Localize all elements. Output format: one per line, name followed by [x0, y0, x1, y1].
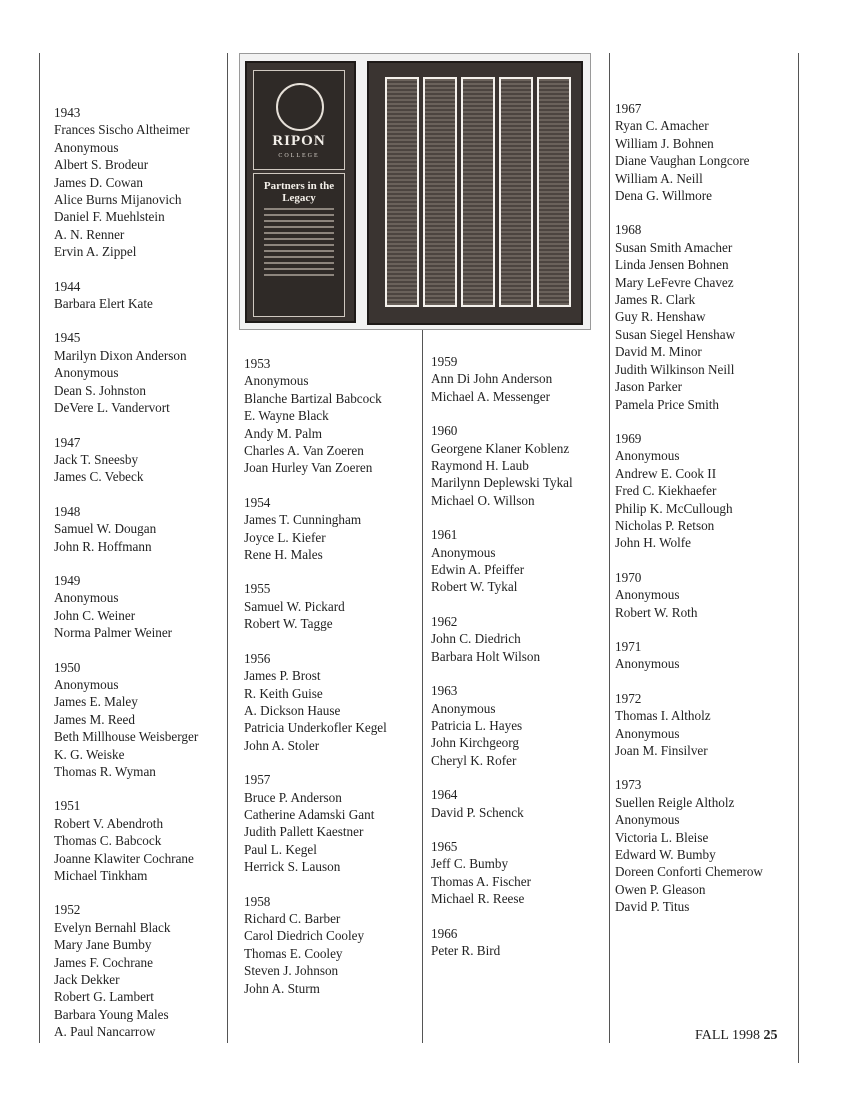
- class-year: 1951: [54, 798, 81, 814]
- year-group: [244, 355, 387, 477]
- donor-name: Robert W. Tykal: [431, 579, 518, 595]
- donor-column-4: [615, 100, 763, 933]
- donor-name: James E. Maley: [54, 694, 138, 710]
- donor-name: Mary Jane Bumby: [54, 937, 152, 953]
- college-logo: [253, 70, 345, 170]
- donor-name: Fred C. Kiekhaefer: [615, 483, 717, 499]
- donor-name: John A. Stoler: [244, 737, 320, 753]
- class-year: 1973: [615, 777, 642, 793]
- class-year: 1953: [244, 356, 271, 371]
- donor-name: Victoria L. Bleise: [615, 829, 709, 845]
- donor-name: Owen P. Gleason: [615, 881, 706, 897]
- donor-name: William A. Neill: [615, 170, 703, 186]
- donor-name: Joanne Klawiter Cochrane: [54, 850, 194, 866]
- year-group: [615, 776, 763, 915]
- donor-name: Charles A. Van Zoeren: [244, 443, 364, 459]
- donor-name: Marilyn Dixon Anderson: [54, 347, 187, 363]
- name-plate-column: [423, 77, 457, 307]
- year-group: [244, 494, 387, 564]
- donor-name: Albert S. Brodeur: [54, 157, 149, 173]
- donor-name: Cheryl K. Rofer: [431, 752, 517, 768]
- donor-name: Thomas C. Babcock: [54, 833, 162, 849]
- class-year: 1948: [54, 503, 81, 519]
- legacy-plaque: [245, 61, 356, 323]
- class-year: 1970: [615, 569, 642, 585]
- text-line: [264, 268, 334, 270]
- donor-name: Anonymous: [615, 812, 680, 828]
- donor-name: Paul L. Kegel: [244, 841, 317, 857]
- class-year: 1966: [431, 925, 458, 941]
- year-group: [54, 104, 198, 261]
- plaque-photo: [239, 53, 591, 330]
- class-year: 1971: [615, 638, 642, 654]
- donor-name: Edwin A. Pfeiffer: [431, 562, 525, 578]
- year-group: [431, 526, 573, 596]
- donor-name: Herrick S. Lauson: [244, 859, 341, 875]
- bell-tower-emblem: [276, 83, 324, 131]
- text-line: [264, 238, 334, 240]
- donor-name: David P. Schenck: [431, 804, 524, 820]
- issue-label: FALL 1998: [695, 1028, 760, 1043]
- class-year: 1969: [615, 430, 642, 446]
- donor-name: Robert G. Lambert: [54, 989, 154, 1005]
- donor-name: K. G. Weiske: [54, 746, 125, 762]
- year-group: [244, 580, 387, 632]
- donor-name: James F. Cochrane: [54, 954, 153, 970]
- donor-name: Evelyn Bernahl Black: [54, 919, 171, 935]
- donor-name: James T. Cunningham: [244, 512, 362, 528]
- donor-name: Joan Hurley Van Zoeren: [244, 460, 373, 476]
- donor-name: Susan Smith Amacher: [615, 239, 733, 255]
- donor-name: E. Wayne Black: [244, 408, 329, 424]
- donor-name: Diane Vaughan Longcore: [615, 153, 750, 169]
- donor-name: Patricia Underkofler Kegel: [244, 720, 387, 736]
- donor-name: Jeff C. Bumby: [431, 856, 509, 872]
- class-year: 1965: [431, 838, 458, 854]
- text-line: [264, 262, 334, 264]
- legacy-panel: [253, 173, 345, 317]
- class-year: 1944: [54, 278, 81, 294]
- donor-name: Michael A. Messenger: [431, 388, 551, 404]
- column-rule: [227, 53, 228, 1043]
- name-plates-board: [367, 61, 583, 325]
- year-group: [431, 353, 573, 405]
- donor-name: Jason Parker: [615, 379, 683, 395]
- year-group: [54, 572, 198, 642]
- donor-name: Barbara Elert Kate: [54, 296, 153, 312]
- class-year: 1945: [54, 330, 81, 346]
- donor-name: Thomas R. Wyman: [54, 764, 156, 779]
- donor-name: Anonymous: [54, 590, 119, 606]
- donor-name: David P. Titus: [615, 899, 690, 915]
- text-line: [264, 256, 334, 258]
- year-group: [615, 638, 763, 673]
- donor-name: Doreen Conforti Chemerow: [615, 864, 763, 880]
- class-year: 1947: [54, 434, 81, 450]
- text-line: [264, 244, 334, 246]
- class-year: 1960: [431, 423, 458, 439]
- donor-name: Judith Pallett Kaestner: [244, 824, 364, 840]
- donor-name: Judith Wilkinson Neill: [615, 361, 735, 377]
- class-year: 1955: [244, 581, 271, 597]
- logo-wordmark: RIPON: [272, 133, 326, 149]
- donor-name: Jack Dekker: [54, 972, 120, 988]
- donor-name: David M. Minor: [615, 344, 702, 360]
- donor-name: Norma Palmer Weiner: [54, 625, 173, 641]
- donor-name: Linda Jensen Bohnen: [615, 257, 729, 273]
- donor-name: John Kirchgeorg: [431, 735, 520, 751]
- class-year: 1959: [431, 354, 458, 369]
- donor-name: Robert W. Roth: [615, 604, 698, 620]
- donor-name: James M. Reed: [54, 711, 135, 727]
- donor-name: Anonymous: [244, 373, 309, 389]
- logo-subtext: COLLEGE: [278, 153, 320, 159]
- donor-name: John C. Diedrich: [431, 631, 521, 647]
- year-group: [54, 434, 198, 486]
- donor-name: DeVere L. Vandervort: [54, 400, 170, 416]
- donor-name: Rene H. Males: [244, 547, 323, 563]
- donor-name: John H. Wolfe: [615, 535, 691, 551]
- name-plate-column: [499, 77, 533, 307]
- class-year: 1943: [54, 105, 81, 120]
- year-group: [431, 613, 573, 665]
- donor-name: William J. Bohnen: [615, 135, 714, 151]
- donor-name: Dean S. Johnston: [54, 382, 146, 398]
- year-group: [431, 682, 573, 769]
- class-year: 1956: [244, 650, 271, 666]
- name-plate-column: [461, 77, 495, 307]
- donor-name: James P. Brost: [244, 668, 321, 684]
- donor-name: Anonymous: [615, 656, 680, 672]
- text-line: [264, 220, 334, 222]
- donor-name: Susan Siegel Henshaw: [615, 326, 736, 342]
- year-group: [615, 100, 763, 204]
- donor-name: Joan M. Finsilver: [615, 743, 708, 758]
- donor-name: Daniel F. Muehlstein: [54, 209, 165, 225]
- donor-name: A. Paul Nancarrow: [54, 1024, 156, 1040]
- year-group: [431, 925, 573, 960]
- donor-name: Nicholas P. Retson: [615, 517, 715, 533]
- donor-name: Alice Burns Mijanovich: [54, 192, 182, 208]
- year-group: [54, 503, 198, 555]
- donor-name: Blanche Bartizal Babcock: [244, 390, 382, 406]
- year-group: [54, 329, 198, 416]
- donor-name: Beth Millhouse Weisberger: [54, 729, 199, 745]
- donor-name: Anonymous: [431, 544, 496, 560]
- donor-name: A. N. Renner: [54, 226, 125, 242]
- class-year: 1950: [54, 659, 81, 675]
- donor-name: Andrew E. Cook II: [615, 465, 717, 481]
- year-group: [54, 659, 198, 781]
- donor-name: Anonymous: [54, 139, 119, 155]
- donor-name: Samuel W. Dougan: [54, 521, 157, 537]
- donor-column-3: [431, 353, 573, 976]
- year-group: [615, 430, 763, 552]
- plaque-title: Partners in the Legacy: [263, 180, 335, 204]
- class-year: 1967: [615, 101, 642, 116]
- donor-name: Joyce L. Kiefer: [244, 529, 326, 545]
- text-line: [264, 214, 334, 216]
- class-year: 1958: [244, 893, 271, 909]
- year-group: [431, 838, 573, 908]
- column-rule: [422, 330, 423, 1043]
- donor-name: Anonymous: [615, 448, 680, 464]
- donor-name: Anonymous: [54, 676, 119, 692]
- donor-name: Mary LeFevre Chavez: [615, 274, 734, 290]
- donor-name: Thomas A. Fischer: [431, 873, 531, 889]
- donor-name: Samuel W. Pickard: [244, 598, 345, 614]
- donor-name: Michael Tinkham: [54, 868, 148, 884]
- donor-column-1: [54, 104, 198, 1058]
- donor-name: Dena G. Willmore: [615, 188, 713, 204]
- donor-name: Catherine Adamski Gant: [244, 806, 375, 822]
- text-line: [264, 274, 334, 276]
- year-group: [615, 221, 763, 412]
- donor-name: A. Dickson Hause: [244, 702, 341, 718]
- class-year: 1952: [54, 902, 81, 918]
- year-group: [615, 690, 763, 760]
- class-year: 1961: [431, 527, 458, 543]
- name-plate-column: [385, 77, 419, 307]
- year-group: [615, 569, 763, 621]
- column-rule: [609, 53, 610, 1043]
- class-year: 1963: [431, 683, 458, 699]
- year-group: [54, 278, 198, 313]
- class-year: 1962: [431, 613, 458, 629]
- donor-name: Ryan C. Amacher: [615, 118, 709, 134]
- donor-name: Steven J. Johnson: [244, 963, 339, 979]
- donor-name: Michael O. Willson: [431, 492, 535, 508]
- class-year: 1954: [244, 494, 271, 510]
- donor-name: Ann Di John Anderson: [431, 371, 553, 387]
- text-line: [264, 250, 334, 252]
- class-year: 1972: [615, 690, 642, 706]
- donor-name: Michael R. Reese: [431, 891, 525, 907]
- donor-name: Anonymous: [615, 725, 680, 741]
- donor-name: Philip K. McCullough: [615, 500, 733, 516]
- donor-name: John C. Weiner: [54, 607, 136, 623]
- donor-name: James D. Cowan: [54, 174, 144, 190]
- donor-name: Frances Sischo Altheimer: [54, 122, 190, 138]
- donor-name: Richard C. Barber: [244, 910, 341, 926]
- donor-name: James R. Clark: [615, 292, 696, 308]
- donor-name: Robert V. Abendroth: [54, 815, 164, 831]
- donor-name: Thomas E. Cooley: [244, 945, 343, 961]
- donor-column-2: [244, 355, 387, 1014]
- year-group: [54, 797, 198, 884]
- donor-name: Carol Diedrich Cooley: [244, 928, 365, 944]
- donor-name: Robert W. Tagge: [244, 616, 333, 632]
- year-group: [244, 893, 387, 997]
- donor-name: Patricia L. Hayes: [431, 717, 523, 733]
- donor-name: Suellen Reigle Altholz: [615, 794, 735, 810]
- year-group: [54, 901, 198, 1040]
- year-group: [431, 786, 573, 821]
- text-line: [264, 226, 334, 228]
- page-footer: [695, 1028, 777, 1044]
- donor-name: James C. Vebeck: [54, 469, 144, 485]
- donor-name: Andy M. Palm: [244, 425, 323, 441]
- class-year: 1957: [244, 772, 271, 788]
- donor-name: Raymond H. Laub: [431, 458, 529, 474]
- page-number: 25: [763, 1028, 778, 1043]
- donor-name: Edward W. Bumby: [615, 847, 716, 863]
- donor-name: Guy R. Henshaw: [615, 309, 706, 325]
- donor-name: Jack T. Sneesby: [54, 451, 139, 467]
- year-group: [431, 422, 573, 509]
- donor-name: Pamela Price Smith: [615, 396, 720, 412]
- class-year: 1949: [54, 572, 81, 588]
- donor-name: Anonymous: [615, 587, 680, 603]
- donor-name: John R. Hoffmann: [54, 538, 152, 554]
- donor-name: Anonymous: [54, 365, 119, 381]
- year-group: [244, 771, 387, 875]
- column-rule: [798, 53, 799, 1063]
- column-rule: [39, 53, 40, 1043]
- donor-name: R. Keith Guise: [244, 685, 323, 701]
- year-group: [244, 650, 387, 754]
- donor-name: Ervin A. Zippel: [54, 244, 137, 260]
- donor-name: Anonymous: [431, 700, 496, 716]
- donor-name: Marilynn Deplewski Tykal: [431, 475, 573, 491]
- donor-name: John A. Sturm: [244, 980, 320, 996]
- donor-name: Thomas I. Altholz: [615, 708, 711, 724]
- text-line: [264, 232, 334, 234]
- donor-name: Peter R. Bird: [431, 942, 501, 958]
- donor-name: Barbara Holt Wilson: [431, 648, 541, 664]
- donor-name: Barbara Young Males: [54, 1006, 169, 1022]
- donor-name: Georgene Klaner Koblenz: [431, 440, 570, 456]
- class-year: 1968: [615, 222, 642, 238]
- class-year: 1964: [431, 787, 458, 803]
- donor-name: Bruce P. Anderson: [244, 789, 342, 805]
- name-plate-column: [537, 77, 571, 307]
- text-line: [264, 208, 334, 210]
